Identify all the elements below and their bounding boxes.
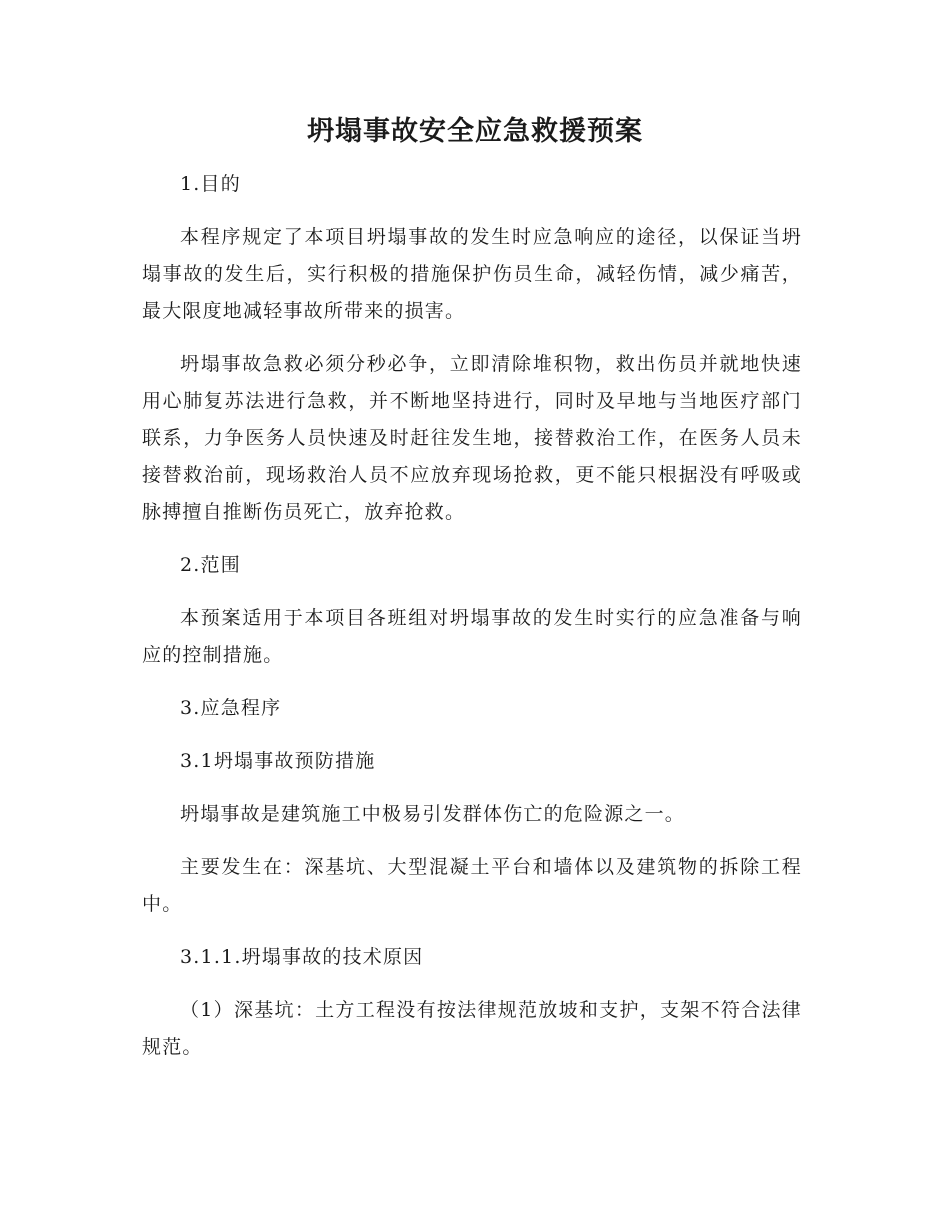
- section-heading-purpose: 1.目的: [180, 173, 241, 195]
- section-heading-scope: 2.范围: [180, 554, 241, 576]
- paragraph-hazard: 坍塌事故是建筑施工中极易引发群体伤亡的危险源之一。: [180, 803, 686, 825]
- paragraph-scope: 本预案适用于本项目各班组对坍塌事故的发生时实行的应急准备与响应的控制措施。: [142, 607, 802, 666]
- subsection-heading-technical-causes: 3.1.1.坍塌事故的技术原因: [180, 946, 424, 968]
- document-title: 坍塌事故安全应急救援预案: [307, 116, 643, 147]
- paragraph-rescue: 坍塌事故急救必须分秒必争，立即清除堆积物，救出伤员并就地快速用心肺复苏法进行急救，并不断地坚持进行，同时及早地与当地医疗部门联系，力争医务人员快速及时赶往发生地，接替救治工作，在医务人员未接替救治前，现场救治人员不应放弃现场抢救，更不能只根据没有呼吸或脉搏擅自推断伤员死亡，放弃抢救。: [142, 353, 802, 523]
- paragraph-purpose: 本程序规定了本项目坍塌事故的发生时应急响应的途径，以保证当坍塌事故的发生后，实行积极的措施保护伤员生命，减轻伤情，减少痛苦，最大限度地减轻事故所带来的损害。: [142, 226, 802, 322]
- paragraph-occurrence: 主要发生在：深基坑、大型混凝土平台和墙体以及建筑物的拆除工程中。: [142, 856, 802, 915]
- section-heading-procedure: 3.应急程序: [180, 697, 282, 719]
- subsection-heading-prevention: 3.1坍塌事故预防措施: [180, 750, 376, 772]
- document-body: [142, 166, 802, 1082]
- list-item-deep-pit: （1）深基坑：土方工程没有按法律规范放坡和支护，支架不符合法律规范。: [142, 999, 802, 1058]
